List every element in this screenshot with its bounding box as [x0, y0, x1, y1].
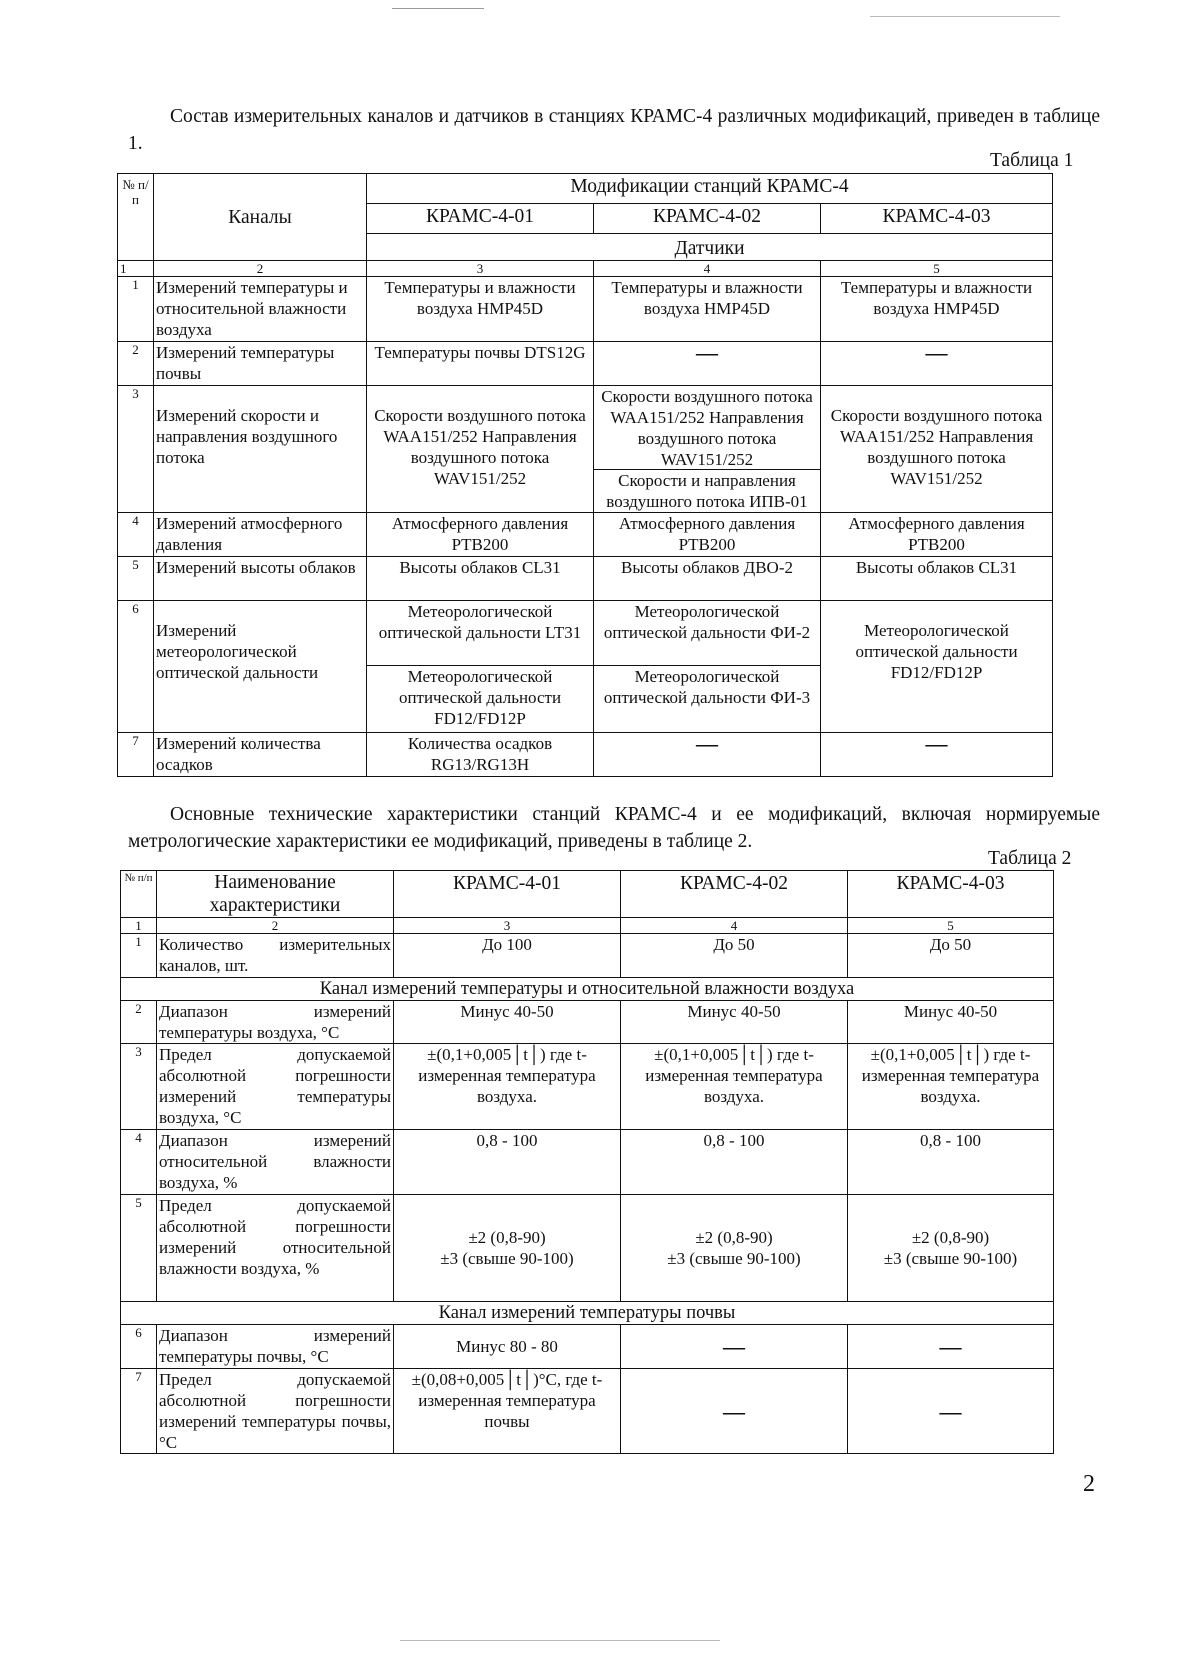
t1-row2-m3: —: [821, 342, 1053, 386]
t1-row1-channel: Измерений температуры и относительной влажности воздуха: [154, 277, 367, 342]
t2-section-air: Канал измерений температуры и относительной влажности воздуха: [121, 978, 1054, 1001]
t2-colnum-3: 3: [394, 918, 621, 934]
table2-caption: Таблица 2: [988, 848, 1072, 869]
t1-row1-m3: Температуры и влажности воздуха HMP45D: [821, 277, 1053, 342]
intro-paragraph-1: Состав измерительных каналов и датчиков в станциях КРАМС-4 различных модификаций, приведен в таблице 1.: [128, 106, 1100, 154]
t1-row3-channel: Измерений скорости и направления воздушного потока: [154, 386, 367, 513]
t2-row5-m2: [621, 1195, 848, 1302]
t2-row5-num: 5: [121, 1195, 157, 1302]
t2-row5-m3: [848, 1195, 1054, 1302]
t1-colnum-1: 1: [118, 261, 154, 277]
t2-row7-m2: —: [621, 1369, 848, 1454]
t1-row6-num: 6: [118, 601, 154, 733]
t2-row2-m3: Минус 40-50: [848, 1001, 1054, 1044]
t2-row2-name: Диапазон измерений температуры воздуха, °С: [157, 1001, 394, 1044]
t1-colnum-5: 5: [821, 261, 1053, 277]
t1-row5-channel: Измерений высоты облаков: [154, 557, 367, 601]
t1-row5-m2: Высоты облаков ДВО-2: [594, 557, 821, 601]
t1-row5-num: 5: [118, 557, 154, 601]
t2-row2-m2: Минус 40-50: [621, 1001, 848, 1044]
t1-colnum-4: 4: [594, 261, 821, 277]
t1-row7-channel: Измерений количества осадков: [154, 733, 367, 777]
t1-colnum-2: 2: [154, 261, 367, 277]
t2-colnum-2: 2: [157, 918, 394, 934]
t2-row1-num: 1: [121, 934, 157, 978]
t1-row6-m2-top: Метеорологической оптической дальности ФИ-2: [594, 601, 820, 666]
t2-row4-num: 4: [121, 1130, 157, 1195]
t1-row3-m2-top: Скорости воздушного потока WAA151/252 Направления воздушного потока WAV151/252: [594, 386, 820, 470]
t1-row5-m3: Высоты облаков CL31: [821, 557, 1053, 601]
t1-row6-m3: Метеорологической оптической дальности FD12/FD12P: [821, 601, 1053, 733]
t2-row4-m3: 0,8 - 100: [848, 1130, 1054, 1195]
t1-row6-m1: [367, 601, 594, 733]
t1-row4-num: 4: [118, 513, 154, 557]
t2-row6-num: 6: [121, 1325, 157, 1369]
t2-row2-m1: Минус 40-50: [394, 1001, 621, 1044]
t1-row3-m1: Скорости воздушного потока WAA151/252 Направления воздушного потока WAV151/252: [367, 386, 594, 513]
t2-row3-num: 3: [121, 1044, 157, 1130]
t1-row2-channel: Измерений температуры почвы: [154, 342, 367, 386]
t2-colnum-4: 4: [621, 918, 848, 934]
t2-row5-m3-line2: ±3 (свыше 90-100): [883, 1249, 1018, 1268]
t2-row5-m1-line2: ±3 (свыше 90-100): [440, 1249, 574, 1268]
t2-row4-name: Диапазон измерений относительной влажности воздуха, %: [157, 1130, 394, 1195]
t1-row4-channel: Измерений атмосферного давления: [154, 513, 367, 557]
t2-row7-m3: —: [848, 1369, 1054, 1454]
t1-row3-m3: Скорости воздушного потока WAA151/252 Направления воздушного потока WAV151/252: [821, 386, 1053, 513]
t1-row7-m3: —: [821, 733, 1053, 777]
t1-row3-num: 3: [118, 386, 154, 513]
t1-row2-num: 2: [118, 342, 154, 386]
t1-row6-m1-bottom: Метеорологической оптической дальности FD12/FD12P: [398, 667, 562, 728]
table-2: [120, 870, 1054, 1454]
table1-caption: Таблица 1: [990, 150, 1074, 171]
t2-row5-m2-line2: ±3 (свыше 90-100): [667, 1249, 801, 1268]
t1-row4-m1: Атмосферного давления PTB200: [367, 513, 594, 557]
scan-line-bottom: [400, 1640, 720, 1641]
t2-row1-m3: До 50: [848, 934, 1054, 978]
t1-header-channels: Каналы: [154, 174, 367, 261]
scan-line-top-right: [870, 16, 1060, 17]
t2-row4-m1: 0,8 - 100: [394, 1130, 621, 1195]
t2-row6-name: Диапазон измерений температуры почвы, °С: [157, 1325, 394, 1369]
t2-row3-m2: ±(0,1+0,005│t│) где t-измеренная температура воздуха.: [621, 1044, 848, 1130]
t1-row7-num: 7: [118, 733, 154, 777]
t1-row3-m2-bottom: Скорости и направления воздушного потока ИПВ-01: [606, 471, 808, 511]
intro-paragraph-2: Основные технические характеристики станций КРАМС-4 и ее модификаций, включая нормируемые метрологические характеристики ее модификаций, приведены в таблице 2.: [128, 804, 1100, 852]
t2-row5-m3-line1: ±2 (0,8-90): [911, 1228, 990, 1247]
t2-row3-m3: ±(0,1+0,005│t│) где t-измеренная температура воздуха.: [848, 1044, 1054, 1130]
t2-row3-name: Предел допускаемой абсолютной погрешности измерений температуры воздуха, °С: [157, 1044, 394, 1130]
t1-row7-m1: Количества осадков RG13/RG13H: [367, 733, 594, 777]
t2-row6-m1: Минус 80 - 80: [394, 1325, 621, 1369]
t2-row6-m3: —: [848, 1325, 1054, 1369]
t1-row1-m1: Температуры и влажности воздуха HMP45D: [367, 277, 594, 342]
table-1: [117, 173, 1053, 777]
t2-row3-m1: ±(0,1+0,005│t│) где t-измеренная температура воздуха.: [394, 1044, 621, 1130]
t2-header-num: № п/п: [121, 871, 157, 918]
t2-row6-m2: —: [621, 1325, 848, 1369]
t2-header-name: Наименование характеристики: [157, 871, 394, 918]
t1-row7-m2: —: [594, 733, 821, 777]
t1-header-m3: КРАМС-4-03: [821, 204, 1053, 234]
t2-row5-m2-line1: ±2 (0,8-90): [695, 1228, 773, 1247]
t2-header-m2: КРАМС-4-02: [621, 871, 848, 918]
t2-section-soil: Канал измерений температуры почвы: [121, 1302, 1054, 1325]
t1-row6-m2: [594, 601, 821, 733]
t1-row1-num: 1: [118, 277, 154, 342]
t1-header-m2: КРАМС-4-02: [594, 204, 821, 234]
t2-row5-m1: [394, 1195, 621, 1302]
t2-row1-m1: До 100: [394, 934, 621, 978]
t1-row6-channel: Измерений метеорологической оптической дальности: [154, 601, 367, 733]
t1-row2-m2: —: [594, 342, 821, 386]
t1-row4-m3: Атмосферного давления PTB200: [821, 513, 1053, 557]
t2-row2-num: 2: [121, 1001, 157, 1044]
t1-row3-m2: [594, 386, 821, 513]
t2-row5-name: Предел допускаемой абсолютной погрешности измерений относительной влажности воздуха, %: [157, 1195, 394, 1302]
t2-row1-m2: До 50: [621, 934, 848, 978]
t2-row7-num: 7: [121, 1369, 157, 1454]
t2-row1-name: Количество измерительных каналов, шт.: [157, 934, 394, 978]
t1-row6-m1-top: Метеорологической оптической дальности LT31: [367, 601, 593, 666]
t1-header-m1: КРАМС-4-01: [367, 204, 594, 234]
page-number: 2: [1083, 1471, 1095, 1497]
t2-header-m3: КРАМС-4-03: [848, 871, 1054, 918]
t1-header-sensors: Датчики: [367, 234, 1053, 261]
t2-row7-name: Предел допускаемой абсолютной погрешности измерений температуры почвы, °С: [157, 1369, 394, 1454]
t2-colnum-1: 1: [121, 918, 157, 934]
t1-header-modifications: Модификации станций КРАМС-4: [367, 174, 1053, 204]
t1-colnum-3: 3: [367, 261, 594, 277]
t2-row7-m1: ±(0,08+0,005│t│)°С, где t-измеренная температура почвы: [394, 1369, 621, 1454]
t2-row5-m1-line1: ±2 (0,8-90): [468, 1228, 546, 1247]
t1-header-num: № п/ п: [118, 174, 154, 261]
t2-header-m1: КРАМС-4-01: [394, 871, 621, 918]
t1-row5-m1: Высоты облаков CL31: [367, 557, 594, 601]
t2-row4-m2: 0,8 - 100: [621, 1130, 848, 1195]
t1-row6-m2-bottom: Метеорологической оптической дальности ФИ-3: [603, 667, 811, 707]
t1-row1-m2: Температуры и влажности воздуха HMP45D: [594, 277, 821, 342]
t1-row2-m1: Температуры почвы DTS12G: [367, 342, 594, 386]
scan-line-top: [392, 8, 484, 9]
t1-row4-m2: Атмосферного давления PTB200: [594, 513, 821, 557]
t2-colnum-5: 5: [848, 918, 1054, 934]
